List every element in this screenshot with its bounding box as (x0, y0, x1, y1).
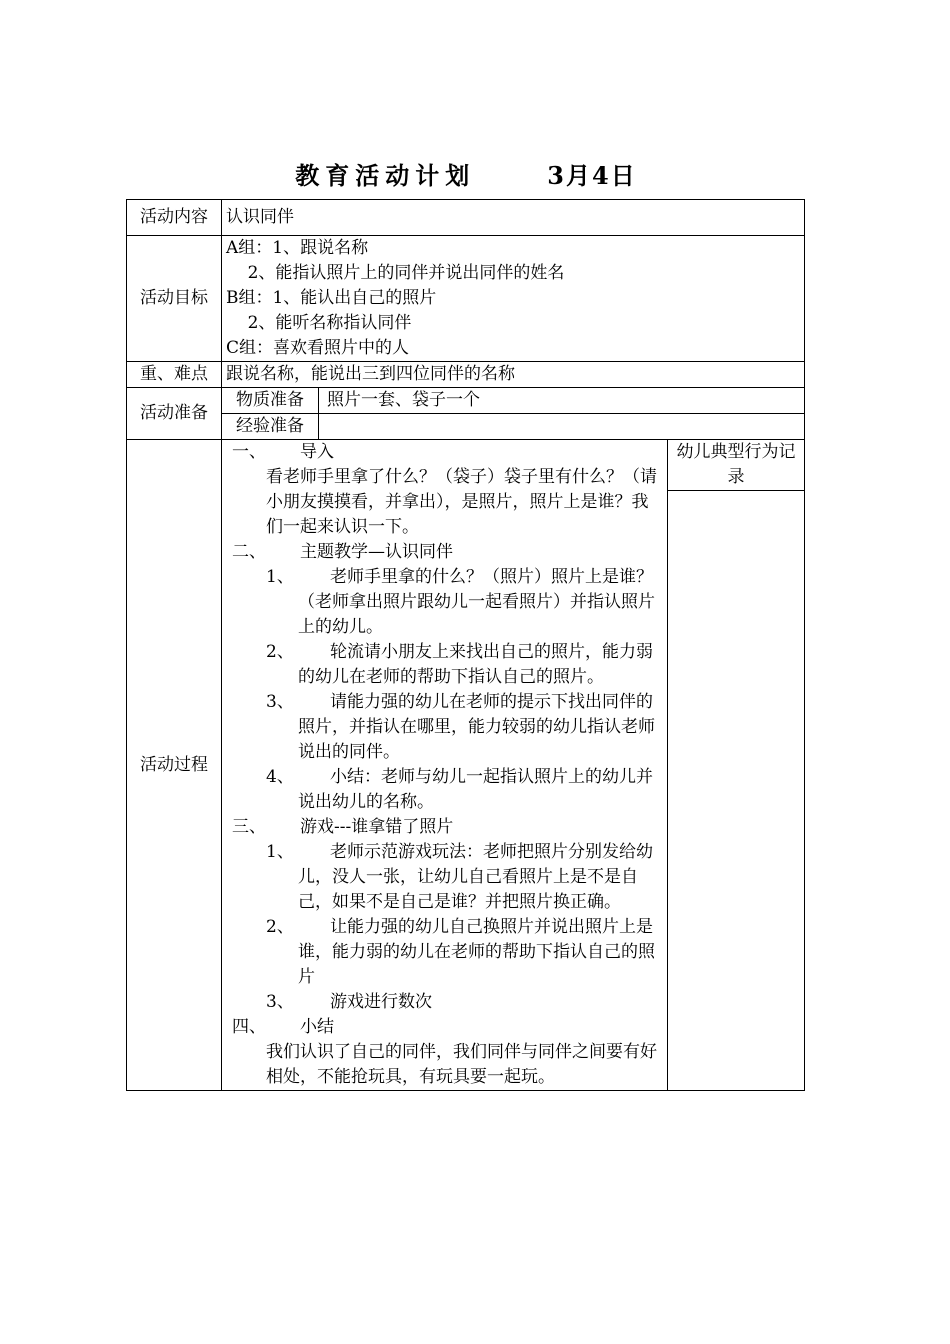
goal-line: A组：1、跟说名称 (226, 238, 369, 258)
step-text: 让能力强的幼儿自己换照片并说出照片上是谁，能力弱的幼儿在老师的帮助下指认自己的照片 (298, 917, 655, 987)
experience-prep-value (319, 414, 327, 439)
row-content (127, 200, 805, 236)
value-content: 认识同伴 (222, 200, 805, 236)
page-title (126, 156, 806, 191)
experience-prep-label: 经验准备 (222, 414, 319, 439)
title-date: 3月4日 (547, 161, 637, 190)
behavior-record-header: 幼儿典型行为记录 (668, 440, 804, 491)
step-text: 轮流请小朋友上来找出自己的照片，能力弱的幼儿在老师的帮助下指认自己的照片。 (298, 642, 653, 687)
section-paragraph: 我们认识了自己的同伴，我们同伴与同伴之间要有好相处，不能抢玩具，有玩具要一起玩。 (266, 1042, 657, 1087)
label-goals: 活动目标 (127, 236, 222, 362)
step-number: 2、 (266, 642, 294, 662)
step-number: 2、 (266, 917, 294, 937)
behavior-record-area (668, 491, 804, 1090)
material-prep-label: 物质准备 (222, 388, 319, 413)
step-text: 小结：老师与幼儿一起指认照片上的幼儿并说出幼儿的名称。 (298, 767, 653, 812)
activity-plan-table (126, 199, 805, 1091)
row-key-points (127, 362, 805, 388)
row-process (127, 440, 805, 1091)
section-heading (226, 440, 663, 465)
value-goals (222, 236, 805, 362)
step-item (226, 690, 663, 765)
section-number: 三、 (232, 817, 266, 837)
section-heading (226, 815, 663, 840)
step-text: 请能力强的幼儿在老师的提示下找出同伴的照片，并指认在哪里，能力较弱的幼儿指认老师说出的同伴。 (298, 692, 655, 762)
step-item (226, 915, 663, 990)
goal-line: C组：喜欢看照片中的人 (226, 338, 410, 358)
experience-prep (222, 414, 804, 439)
goal-line: 2、能指认照片上的同伴并说出同伴的姓名 (226, 263, 565, 283)
behavior-record-column (668, 440, 804, 1090)
value-process (222, 440, 805, 1091)
step-item (226, 640, 663, 690)
value-key-points: 跟说名称，能说出三到四位同伴的名称 (222, 362, 805, 388)
material-prep (222, 388, 804, 414)
section-number: 二、 (232, 542, 266, 562)
value-preparation (222, 388, 805, 440)
section-title: 游戏---谁拿错了照片 (300, 817, 454, 837)
step-item (226, 990, 663, 1015)
section-heading (226, 540, 663, 565)
step-number: 3、 (266, 692, 294, 712)
step-number: 3、 (266, 992, 294, 1012)
step-item (226, 840, 663, 915)
row-goals (127, 236, 805, 362)
step-text: 老师示范游戏玩法：老师把照片分别发给幼儿，没人一张，让幼儿自己看照片上是不是自己，如果不是自己是谁？并把照片换正确。 (298, 842, 653, 912)
title-text: 教育活动计划 (295, 161, 476, 190)
section-paragraph: 看老师手里拿了什么？（袋子）袋子里有什么？（请小朋友摸摸看，并拿出），是照片，照片上是谁？我们一起来认识一下。 (266, 467, 657, 537)
step-item (226, 765, 663, 815)
step-text: 老师手里拿的什么？（照片）照片上是谁？（老师拿出照片跟幼儿一起看照片）并指认照片上的幼儿。 (298, 567, 655, 637)
goal-line: 2、能听名称指认同伴 (226, 313, 412, 333)
step-number: 1、 (266, 567, 294, 587)
section-number: 四、 (232, 1017, 266, 1037)
material-prep-value: 照片一套、袋子一个 (327, 390, 480, 410)
label-content: 活动内容 (127, 200, 222, 236)
label-preparation: 活动准备 (127, 388, 222, 440)
section-heading (226, 1015, 663, 1040)
row-preparation (127, 388, 805, 440)
goal-line: B组：1、能认出自己的照片 (226, 288, 437, 308)
step-number: 4、 (266, 767, 294, 787)
step-number: 1、 (266, 842, 294, 862)
section-title: 导入 (300, 442, 334, 462)
step-item (226, 565, 663, 640)
label-key-points: 重、难点 (127, 362, 222, 388)
section-number: 一、 (232, 442, 266, 462)
step-text: 游戏进行数次 (330, 992, 432, 1012)
label-process: 活动过程 (127, 440, 222, 1091)
process-steps (222, 440, 668, 1090)
section-title: 主题教学—认识同伴 (300, 542, 453, 562)
section-title: 小结 (300, 1017, 334, 1037)
